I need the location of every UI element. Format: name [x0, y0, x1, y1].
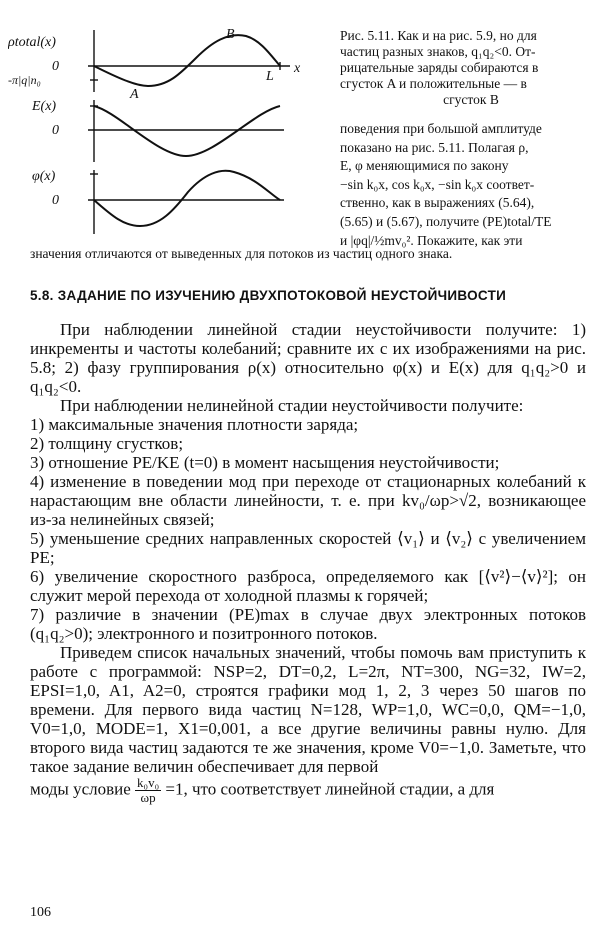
last-line-after: =1, что соответствует линейной стадии, а для	[165, 779, 495, 799]
main-text	[30, 320, 586, 805]
section-heading: 5.8. ЗАДАНИЕ ПО ИЗУЧЕНИЮ ДВУХПОТОКОВОЙ НЕУСТОЙЧИВОСТИ	[30, 288, 507, 303]
fraction-denominator: ωp	[140, 790, 156, 805]
caption-line: сгусток A и положительные — в	[340, 76, 527, 91]
rho-axis-label: ρtotal(x)	[8, 35, 56, 50]
continuation-line: значения отличаются от выведенных для потоков из частиц одного знака.	[30, 246, 453, 261]
text-line: −sin k₀x, cos k₀x, −sin k₀x соответ-	[340, 176, 535, 192]
paragraph: При наблюдении линейной стадии неустойчивости получите: 1) инкременты и частоты колебаний; сравните их с их изображениями на рис. 5.8; 2) фазу группирования ρ(x) относительно φ(x) и E(x) для q₁q₂>0 и q₁q₂<0.	[30, 320, 586, 396]
fraction-numerator: k₀v₀	[137, 775, 160, 790]
list-item: 5) уменьшение средних направленных скоростей ⟨v₁⟩ и ⟨v₂⟩ с увеличением PE;	[30, 529, 586, 567]
zero-label-1: 0	[52, 59, 59, 74]
caption-line: Рис. 5.11. Как и на рис. 5.9, но для	[340, 28, 537, 43]
list-item: 1) максимальные значения плотности заряда;	[30, 415, 359, 434]
text-line: поведения при большой амплитуде	[340, 121, 542, 136]
text-line: ственно, как в выражениях (5.64),	[340, 195, 535, 211]
e-curve	[94, 106, 280, 156]
phi-axis-label: φ(x)	[32, 169, 56, 184]
page-number: 106	[30, 905, 51, 920]
list-item: 3) отношение PE/KE (t=0) в момент насыщения неустойчивости;	[30, 453, 500, 472]
last-line	[30, 776, 586, 805]
phi-curve	[94, 171, 280, 226]
paragraph: При наблюдении нелинейной стадии неустойчивости получите:	[60, 396, 524, 415]
e-axis-label: E(x)	[32, 99, 57, 114]
list-item: 6) увеличение скоростного разброса, определяемого как [⟨v²⟩−⟨v⟩²]; он служит мерой перехода от холодной плазмы к горячей;	[30, 567, 586, 605]
x-axis-label: x	[294, 61, 301, 76]
text-line: (5.65) и (5.67), получите (PE)total/TE	[340, 213, 552, 229]
list-item: 7) различие в значении (PE)max в случае двух электронных потоков (q₁q₂>0); электронного и позитронного потоков.	[30, 605, 586, 643]
right-column-text	[340, 120, 602, 250]
paragraph: Приведем список начальных значений, чтобы помочь вам приступить к работе с программой: NSP=2, DT=0,2, L=2π, NT=300, NG=32, IW=2, EPSI=1,0, A1, A2=0, строятся графики мод 1, 2, 3 через 50 шагов по времени. Для первого вида частиц N=128, WP=1,0, WC=0,0, QM=−1,0, V0=1,0, MODE=1, X1=0,001, а все другие величины равны нулю. Для второго вида частиц задаются те же значения, кроме V0=−1,0. Заметьте, что такое задание величин обеспечивает для первой	[30, 643, 586, 776]
caption-line: рицательные заряды собираются в	[340, 60, 539, 75]
last-line-before: моды условие	[30, 779, 136, 799]
text-line: E, φ меняющимися по закону	[340, 158, 509, 174]
figure-5-11	[8, 22, 328, 242]
neg-label: -π|q|n₀	[8, 73, 41, 87]
text-line: и |φq|/½mv₀². Покажите, как эти	[340, 232, 523, 248]
caption-line: частиц разных знаков, q₁q₂<0. От-	[340, 44, 536, 59]
zero-label-3: 0	[52, 193, 59, 208]
list-item: 2) толщину сгустков;	[30, 434, 184, 453]
point-b-label: B	[226, 27, 235, 42]
caption-line: сгусток B	[443, 92, 499, 107]
rho-curve	[94, 35, 280, 86]
point-a-label: A	[130, 87, 139, 102]
text-line: показано на рис. 5.11. Полагая ρ,	[340, 139, 529, 155]
figure-caption	[340, 28, 602, 108]
fraction	[135, 776, 161, 805]
list-item: 4) изменение в поведении мод при переходе от стационарных колебаний к нарастающим вне области линейности, т. е. при kv₀/ωp>√2, возникающее из-за нелинейных связей;	[30, 472, 586, 529]
point-l-label: L	[266, 69, 274, 84]
zero-label-2: 0	[52, 123, 59, 138]
